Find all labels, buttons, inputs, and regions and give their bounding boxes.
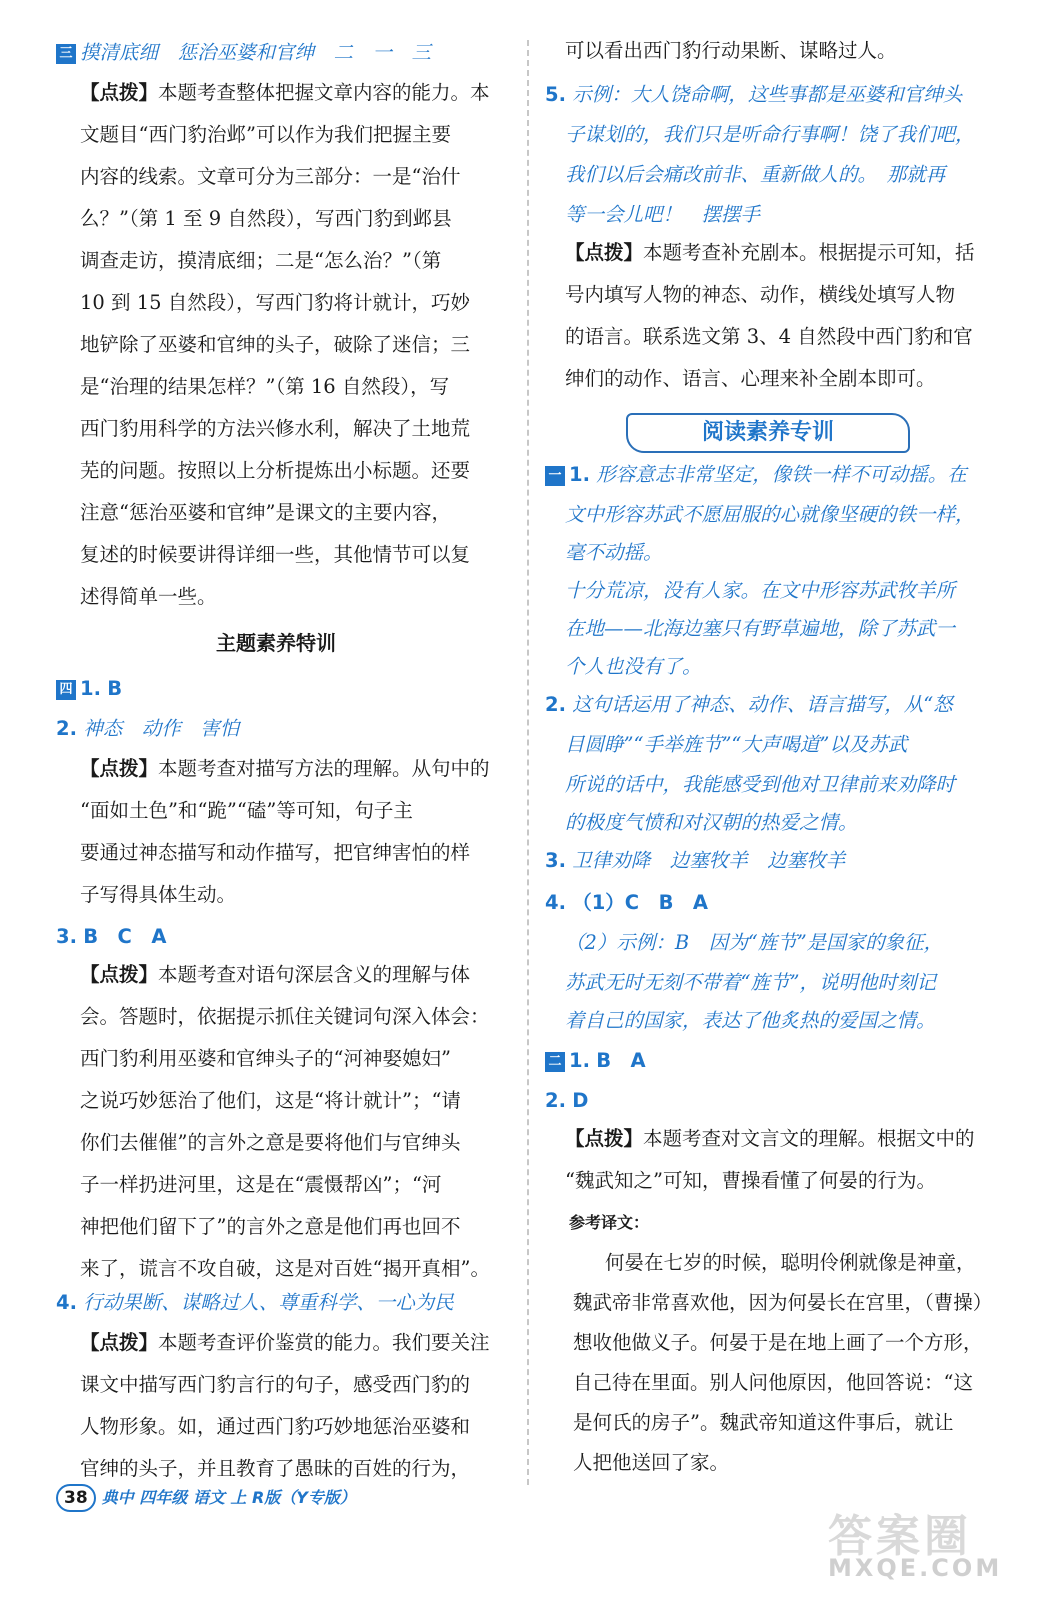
answer: B A bbox=[596, 1049, 646, 1072]
tip-line: 官绅的头子，并且教育了愚昧的百姓的行为， bbox=[80, 1457, 471, 1480]
tip-line: 调查走访，摸清底细；二是“怎么治？”（第 bbox=[80, 249, 442, 272]
translation-line: 想收他做义子。何晏于是在地上画了一个方形， bbox=[573, 1331, 983, 1354]
translation-line: 自己待在里面。别人问他原因，他回答说：“这 bbox=[573, 1371, 973, 1394]
translation-line: 魏武帝非常喜欢他，因为何晏长在宫里，（曹操） bbox=[573, 1291, 993, 1314]
column-divider bbox=[527, 40, 529, 1485]
answer-line: 目圆睁”“手举旌节”“大声喝道”以及苏武 bbox=[565, 733, 908, 756]
answer: 行动果断、谋略过人、尊重科学、一心为民 bbox=[83, 1291, 454, 1314]
tip-text: 本题考查对文言文的理解。根据文中的 bbox=[643, 1127, 975, 1150]
answer-line: 在地——北海边塞只有野草遍地，除了苏武一 bbox=[565, 617, 956, 640]
section-3-marker: 三 bbox=[56, 44, 76, 64]
tip-line: 子写得具体生动。 bbox=[80, 883, 237, 906]
answer-line: 文中形容苏武不愿屈服的心就像坚硬的铁一样， bbox=[565, 503, 975, 526]
watermark-text: 答案圈 bbox=[828, 1511, 972, 1562]
tip-line: 会。答题时，依据提示抓住关键词句深入体会： bbox=[80, 1005, 490, 1028]
answer: （1）C B A bbox=[572, 891, 709, 914]
tip-tag: 【点拨】 bbox=[565, 1127, 644, 1150]
answer: 卫律劝降 边塞牧羊 边塞牧羊 bbox=[572, 849, 846, 872]
question-number: 2. bbox=[56, 717, 77, 740]
tip-line: 神把他们留下了”的言外之意是他们再也回不 bbox=[80, 1215, 461, 1238]
reading-training-banner: 阅读素养专训 bbox=[626, 413, 910, 453]
answer-line: 的极度气愤和对汉朝的热爱之情。 bbox=[565, 811, 858, 834]
question-4 bbox=[56, 1290, 454, 1316]
tip-line bbox=[565, 240, 975, 266]
reference-translation-title: 参考译文： bbox=[569, 1213, 650, 1232]
reading-q4 bbox=[545, 890, 708, 916]
question-number: 3. bbox=[56, 925, 77, 948]
translation-line: 人把他送回了家。 bbox=[573, 1451, 730, 1474]
question-number: 1. bbox=[569, 1049, 590, 1072]
answer: 形容意志非常坚定，像铁一样不可动摇。在 bbox=[596, 463, 967, 486]
translation-line: 是何氏的房子”。魏武帝知道这件事后，就让 bbox=[573, 1411, 954, 1434]
tip-line: 复述的时候要讲得详细一些，其他情节可以复 bbox=[80, 543, 471, 566]
answer: D bbox=[572, 1089, 589, 1112]
answer-line: 所说的话中，我能感受到他对卫律前来劝降时 bbox=[565, 773, 956, 796]
section-1-marker: 一 bbox=[545, 466, 565, 486]
tip-line: 人物形象。如，通过西门豹巧妙地惩治巫婆和 bbox=[80, 1415, 471, 1438]
question-number: 3. bbox=[545, 849, 566, 872]
tip-line: 之说巧妙惩治了他们，这是“将计就计”；“请 bbox=[80, 1089, 461, 1112]
tip-line: 的语言。联系选文第 3、4 自然段中西门豹和官 bbox=[565, 325, 973, 348]
answer: B C A bbox=[83, 925, 167, 948]
answer-line: 子谋划的，我们只是听命行事啊！饶了我们吧， bbox=[565, 123, 975, 146]
section-4-marker: 四 bbox=[56, 680, 76, 700]
section-3-answers bbox=[56, 40, 431, 66]
tip-text: 本题考查评价鉴赏的能力。我们要关注 bbox=[158, 1331, 490, 1354]
tip-tag: 【点拨】 bbox=[80, 963, 159, 986]
question-1 bbox=[56, 676, 122, 702]
answer-line: 苏武无时无刻不带着“旌节”，说明他时刻记 bbox=[565, 971, 936, 994]
question-number: 4. bbox=[545, 891, 566, 914]
question-2 bbox=[56, 716, 239, 742]
section-3-answer-text: 摸清底细 惩治巫婆和官绅 二 一 三 bbox=[80, 41, 432, 64]
reading-q2 bbox=[545, 692, 953, 718]
question-5 bbox=[545, 82, 962, 108]
tip-line bbox=[80, 80, 490, 106]
page-footer bbox=[56, 1484, 356, 1514]
tip-line: 子一样扔进河里，这是在“震慑帮凶”；“河 bbox=[80, 1173, 442, 1196]
tip-line: 课文中描写西门豹言行的句子，感受西门豹的 bbox=[80, 1373, 471, 1396]
answer-line: 等一会儿吧！ 摆摆手 bbox=[565, 203, 761, 226]
tip-line: “面如土色”和“跪”“磕”等可知，句子主 bbox=[80, 799, 413, 822]
question-number: 2. bbox=[545, 1089, 566, 1112]
tip-line: 西门豹用科学的方法兴修水利，解决了土地荒 bbox=[80, 417, 471, 440]
tip-tag: 【点拨】 bbox=[565, 241, 644, 264]
answer-line: 毫不动摇。 bbox=[565, 541, 663, 564]
section-title: 主题素养特训 bbox=[216, 631, 336, 655]
tip-line: 10 到 15 自然段），写西门豹将计就计，巧妙 bbox=[80, 291, 470, 314]
page-number: 38 bbox=[56, 1484, 96, 1512]
continued-line: 可以看出西门豹行动果断、谋略过人。 bbox=[565, 39, 897, 62]
tip-line bbox=[565, 1126, 975, 1152]
tip-line: 来了，谎言不攻自破，这是对百姓“揭开真相”。 bbox=[80, 1257, 490, 1280]
tip-line: 么？”（第 1 至 9 自然段），写西门豹到邺县 bbox=[80, 207, 452, 230]
question-3 bbox=[56, 924, 166, 950]
book-title: 典中 四年级 语文 上 R版（Y专版） bbox=[101, 1488, 356, 1507]
tip-line: 文题目“西门豹治邺”可以作为我们把握主要 bbox=[80, 123, 451, 146]
question-number: 1. bbox=[569, 463, 590, 486]
answer-line: （2）示例：B 因为“旌节”是国家的象征， bbox=[565, 931, 944, 954]
reading-q3 bbox=[545, 848, 845, 874]
tip-line: 要通过神态描写和动作描写，把官绅害怕的样 bbox=[80, 841, 471, 864]
tip-line: 你们去催催”的言外之意是要将他们与官绅头 bbox=[80, 1131, 461, 1154]
tip-line: 是“治理的结果怎样？”（第 16 自然段），写 bbox=[80, 375, 450, 398]
tip-text: 本题考查补充剧本。根据提示可知，括 bbox=[643, 241, 975, 264]
translation-line: 何晏在七岁的时候，聪明伶俐就像是神童， bbox=[605, 1251, 976, 1274]
question-number: 2. bbox=[545, 693, 566, 716]
tip-text: 本题考查对描写方法的理解。从句中的 bbox=[158, 757, 490, 780]
reading-q1 bbox=[545, 462, 967, 488]
tip-line: 西门豹利用巫婆和官绅头子的“河神娶媳妇” bbox=[80, 1047, 451, 1070]
tip-line: “魏武知之”可知，曹操看懂了何晏的行为。 bbox=[565, 1169, 936, 1192]
tip-tag: 【点拨】 bbox=[80, 81, 159, 104]
answer-line: 十分荒凉，没有人家。在文中形容苏武牧羊所 bbox=[565, 579, 956, 602]
answer-line: 着自己的国家，表达了他炙热的爱国之情。 bbox=[565, 1009, 936, 1032]
section-2-marker: 二 bbox=[545, 1052, 565, 1072]
watermark-url: MXQE.COM bbox=[828, 1554, 1003, 1582]
tip-line: 号内填写人物的神态、动作，横线处填写人物 bbox=[565, 283, 956, 306]
answer-line: 我们以后会痛改前非、重新做人的。 那就再 bbox=[565, 163, 946, 186]
tip-line: 芜的问题。按照以上分析提炼出小标题。还要 bbox=[80, 459, 471, 482]
question-number: 1. bbox=[80, 677, 101, 700]
section-2-q2 bbox=[545, 1088, 588, 1114]
tip-line: 地铲除了巫婆和官绅的头子，破除了迷信；三 bbox=[80, 333, 471, 356]
tip-text: 本题考查整体把握文章内容的能力。本 bbox=[158, 81, 490, 104]
tip-line bbox=[80, 1330, 490, 1356]
question-number: 4. bbox=[56, 1291, 77, 1314]
watermark-logo bbox=[828, 1500, 1003, 1585]
tip-line: 注意“惩治巫婆和官绅”是课文的主要内容， bbox=[80, 501, 451, 524]
answer: 神态 动作 害怕 bbox=[83, 717, 240, 740]
question-number: 5. bbox=[545, 83, 566, 106]
tip-line: 内容的线索。文章可分为三部分：一是“治什 bbox=[80, 165, 461, 188]
answer: 这句话运用了神态、动作、语言描写，从“怒 bbox=[572, 693, 953, 716]
section-2-q1 bbox=[545, 1048, 646, 1074]
tip-line bbox=[80, 756, 490, 782]
answer-line: 个人也没有了。 bbox=[565, 655, 702, 678]
tip-text: 本题考查对语句深层含义的理解与体 bbox=[158, 963, 471, 986]
tip-line: 述得简单一些。 bbox=[80, 585, 217, 608]
tip-tag: 【点拨】 bbox=[80, 1331, 159, 1354]
tip-tag: 【点拨】 bbox=[80, 757, 159, 780]
tip-line: 绅们的动作、语言、心理来补全剧本即可。 bbox=[565, 367, 936, 390]
answer: 示例：大人饶命啊，这些事都是巫婆和官绅头 bbox=[572, 83, 963, 106]
answer: B bbox=[107, 677, 123, 700]
tip-line bbox=[80, 962, 470, 988]
